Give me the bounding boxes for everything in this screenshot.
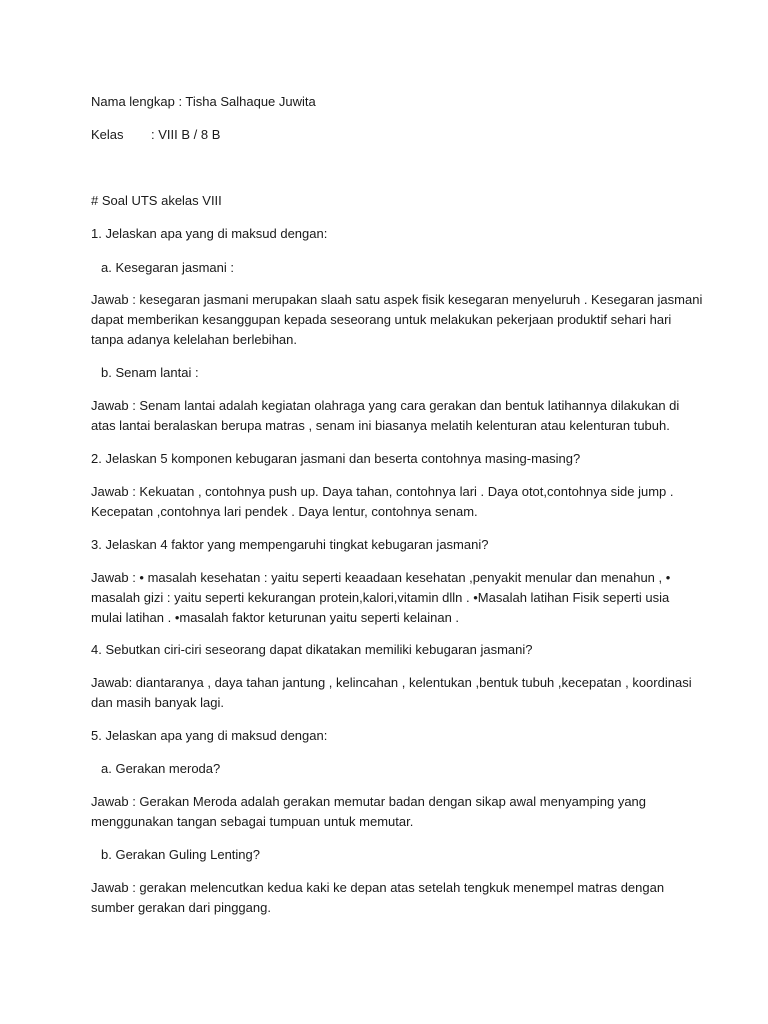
question-5: 5. Jelaskan apa yang di maksud dengan:: [91, 728, 328, 743]
answer-4-line: Jawab: diantaranya , daya tahan jantung , kelincahan , kelentukan ,bentuk tubuh ,kecepatan , koordinasi: [91, 675, 692, 690]
question-1a-label: a. Kesegaran jasmani :: [101, 260, 234, 275]
question-1: 1. Jelaskan apa yang di maksud dengan:: [91, 226, 328, 241]
answer-2-line: Jawab : Kekuatan , contohnya push up. Daya tahan, contohnya lari . Daya otot,contohnya side jump .: [91, 484, 674, 499]
question-5b-label: b. Gerakan Guling Lenting?: [101, 847, 260, 862]
answer-3-line: mulai latihan . •masalah faktor keturunan yaitu seperti kelainan .: [91, 610, 460, 625]
answer-1a-line: tanpa adanya kelelahan berlebihan.: [91, 332, 298, 347]
class-label: Kelas: [91, 127, 124, 142]
student-class: [91, 125, 220, 145]
answer-1b-line: Jawab : Senam lantai adalah kegiatan olahraga yang cara gerakan dan bentuk latihannya dilakukan di: [91, 398, 680, 413]
question-3: 3. Jelaskan 4 faktor yang mempengaruhi tingkat kebugaran jasmani?: [91, 537, 489, 552]
answer-2-line: Kecepatan ,contohnya lari pendek . Daya lentur, contohnya senam.: [91, 504, 478, 519]
answer-3-line: masalah gizi : yaitu seperti kekurangan protein,kalori,vitamin dlln . •Masalah latihan Fisik seperti usia: [91, 590, 670, 605]
answer-4-line: dan masih banyak lagi.: [91, 695, 224, 710]
student-name: Nama lengkap : Tisha Salhaque Juwita: [91, 94, 316, 109]
question-5a-label: a. Gerakan meroda?: [101, 761, 221, 776]
answer-1a-line: dapat memberikan kesanggupan kepada seseorang untuk melakukan pekerjaan produktif sehari hari: [91, 312, 672, 327]
answer-1b-line: atas lantai beralaskan berupa matras , senam ini biasanya melatih kelenturan atau kelenturan tubuh.: [91, 418, 670, 433]
answer-5b-line: Jawab : gerakan melencutkan kedua kaki ke depan atas setelah tengkuk menempel matras dengan: [91, 880, 665, 895]
answer-5a-line: menggunakan tangan sebagai tumpuan untuk memutar.: [91, 814, 414, 829]
question-2: 2. Jelaskan 5 komponen kebugaran jasmani dan beserta contohnya masing-masing?: [91, 451, 581, 466]
answer-3-line: Jawab : • masalah kesehatan : yaitu seperti keaadaan kesehatan ,penyakit menular dan menahun , •: [91, 570, 671, 585]
question-4: 4. Sebutkan ciri-ciri seseorang dapat dikatakan memiliki kebugaran jasmani?: [91, 642, 533, 657]
answer-5b-line: sumber gerakan dari pinggang.: [91, 900, 271, 915]
question-1b-label: b. Senam lantai :: [101, 365, 199, 380]
answer-1a-line: Jawab : kesegaran jasmani merupakan slaah satu aspek fisik kesegaran menyeluruh . Kesegaran jasmani: [91, 292, 703, 307]
class-value: : VIII B / 8 B: [151, 127, 221, 142]
answer-5a-line: Jawab : Gerakan Meroda adalah gerakan memutar badan dengan sikap awal menyamping yang: [91, 794, 647, 809]
document-title: # Soal UTS akelas VIII: [91, 193, 222, 208]
